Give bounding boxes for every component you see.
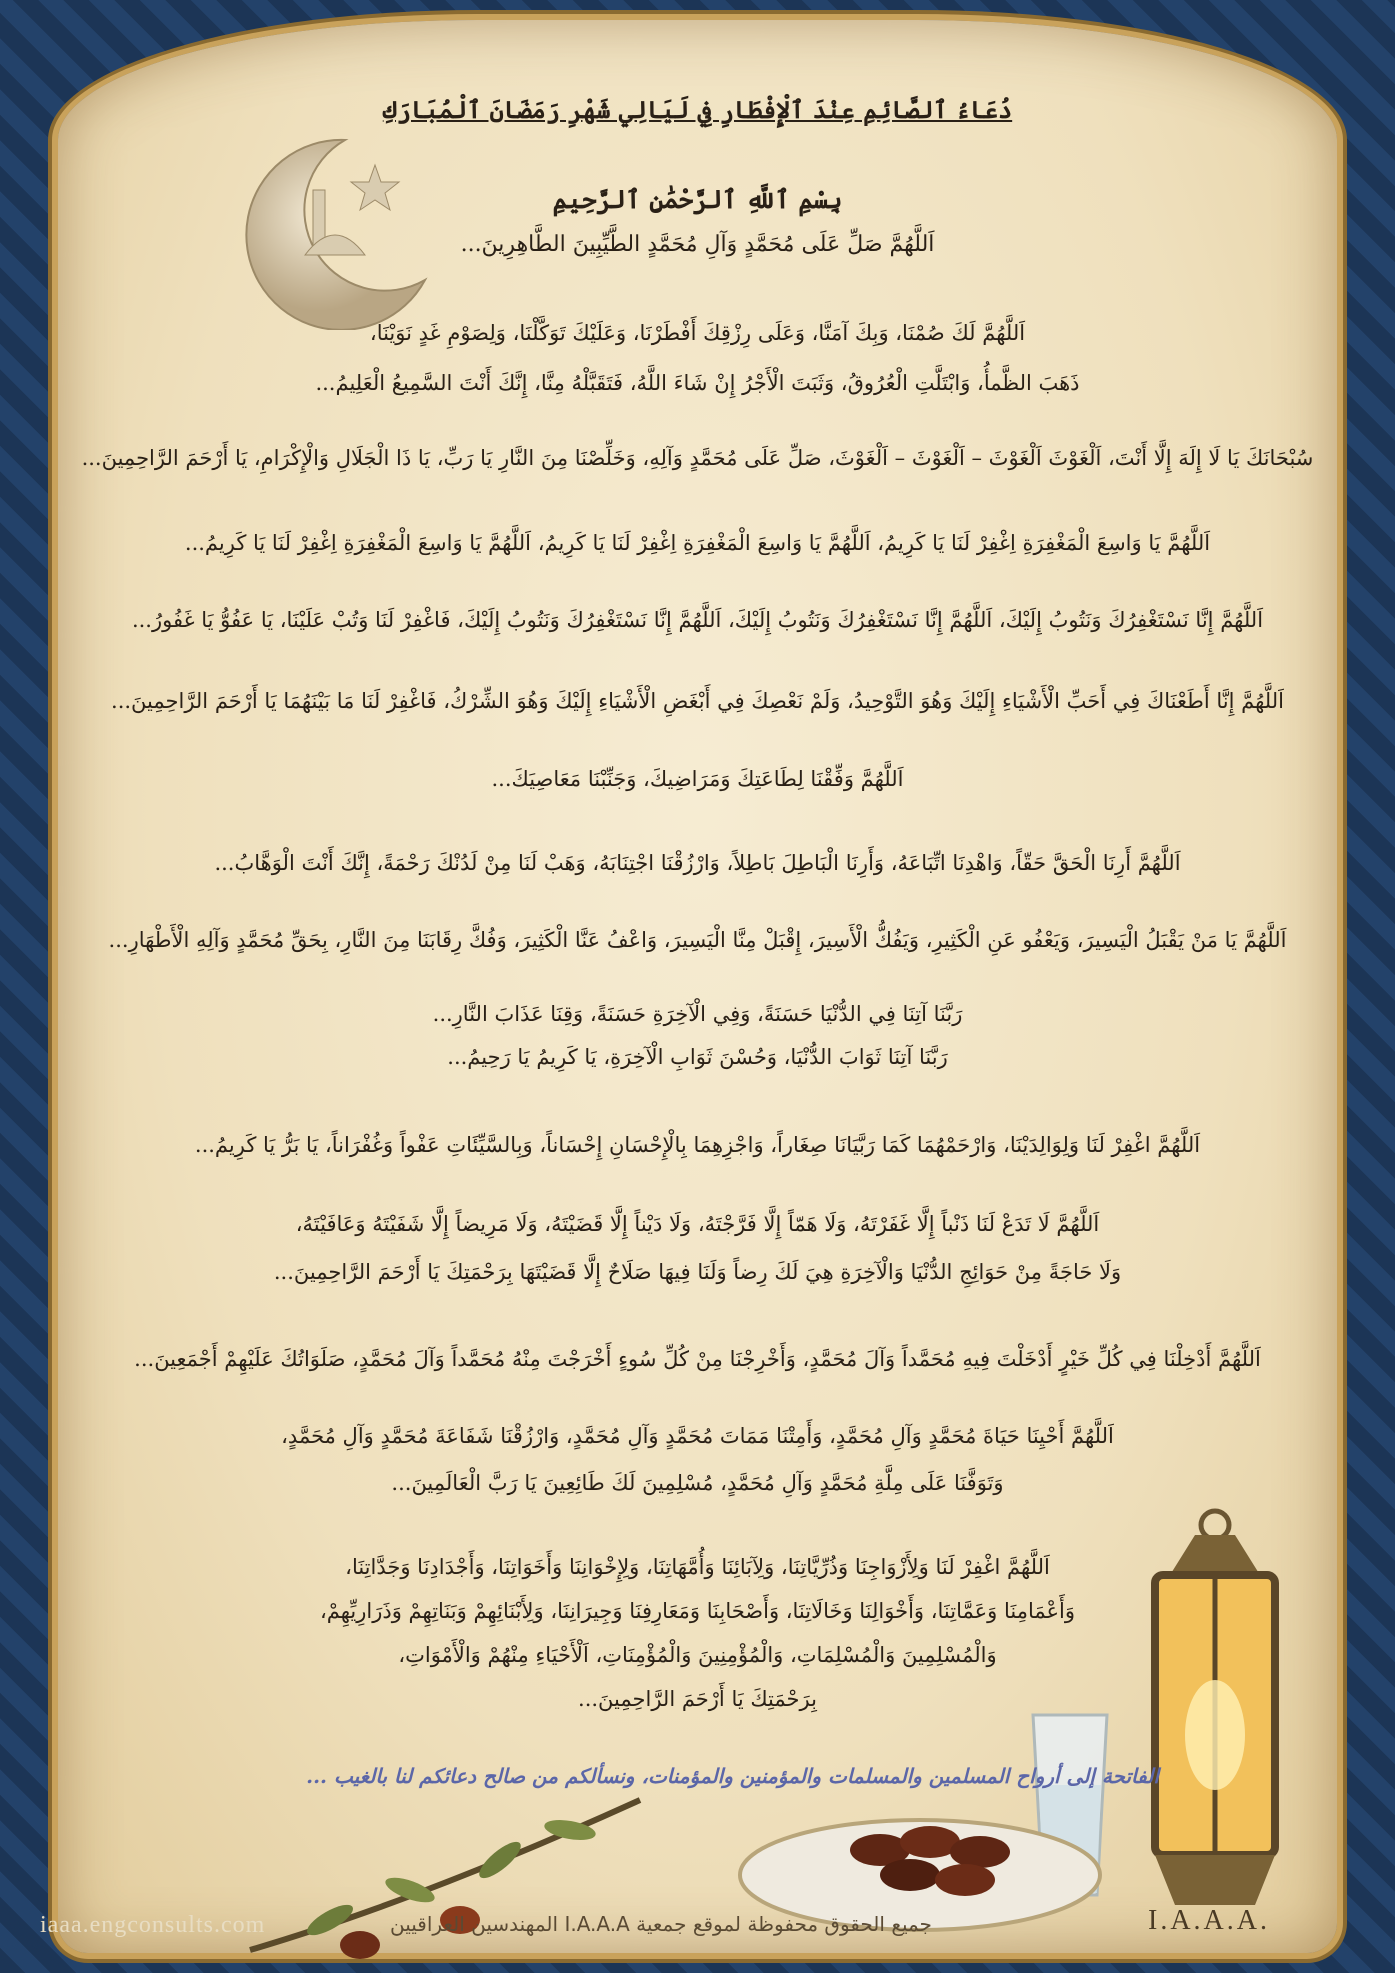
text-line: رَبَّنَا آتِنَا فِي الدُّنْيَا حَسَنَةً، وَفِي الْآخِرَةِ حَسَنَةً، وَقِنَا عَذَابَ النَّارِ...: [432, 1002, 963, 1026]
text-line: اَللَّهُمَّ إِنَّا أَطَعْنَاكَ فِي أَحَبِّ الْأَشْيَاءِ إِلَيْكَ وَهُوَ التَّوْحِيدُ، وَلَمْ نَعْصِكَ فِي أَبْغَضِ الْأَشْيَاءِ إِلَيْكَ وَهُوَ الشِّرْكُ، فَاغْفِرْ لَنَا مَا بَيْنَهُمَا يَا أَرْحَمَ الرَّاحِمِينَ...: [111, 689, 1284, 713]
dua-paragraph-12: [70, 1334, 1325, 1384]
text-line: رَبَّنَا آتِنَا ثَوَابَ الدُّنْيَا، وَحُسْنَ ثَوَابِ الْآخِرَةِ، يَا كَرِيمُ يَا رَحِيمُ...: [447, 1045, 948, 1069]
text-line: اَللَّهُمَّ وَفِّقْنَا لِطَاعَتِكَ وَمَرَاضِيكَ، وَجَنِّبْنَا مَعَاصِيَكَ...: [491, 767, 904, 791]
text-line: اَللَّهُمَّ يَا مَنْ يَقْبَلُ الْيَسِيرَ، وَيَعْفُو عَنِ الْكَثِيرِ، وَيَفُكُّ الْأَسِيرَ، إِقْبَلْ مِنَّا الْيَسِيرَ، وَاعْفُ عَنَّا الْكَثِيرَ، وَفُكَّ رِقَابَنَا مِنَ النَّارِ، بِحَقِّ مُحَمَّدٍ وَآلِهِ الْأَطْهَارِ...: [108, 928, 1287, 952]
dua-paragraph-11: [70, 1200, 1325, 1296]
dua-paragraph-10: [70, 1120, 1325, 1170]
signature-mark: I.A.A.A.: [1148, 1905, 1270, 1936]
copyright-notice: جميع الحقوق محفوظة لموقع جمعية I.A.A.A المهندسين العراقيين: [390, 1912, 932, 1936]
dua-paragraph-1: [70, 308, 1325, 408]
salawat-line: اَللَّهُمَّ صَلِّ عَلَى مُحَمَّدٍ وَآلِ مُحَمَّدٍ الطَّيِّبِينَ الطَّاهِرِينَ...: [460, 232, 935, 257]
dua-paragraph-9: [70, 993, 1325, 1079]
dua-paragraph-2: [70, 433, 1325, 483]
text-line: اَللَّهُمَّ اغْفِرْ لَنَا وَلِوَالِدَيْنَا، وَارْحَمْهُمَا كَمَا رَبَّيَانَا صِغَاراً، وَاجْزِهِمَا بِالْإِحْسَانِ إِحْسَاناً، وَبِالسَّيِّئَاتِ عَفْواً وَغُفْرَاناً، يَا بَرُّ يَا كَرِيمُ...: [194, 1133, 1201, 1157]
text-line: وَلَا حَاجَةً مِنْ حَوَائِجِ الدُّنْيَا وَالْآخِرَةِ هِيَ لَكَ رِضاً وَلَنَا فِيهَا صَلَاحٌ إِلَّا قَضَيْتَهَا بِرَحْمَتِكَ يَا أَرْحَمَ الرَّاحِمِينَ...: [273, 1260, 1122, 1284]
dua-paragraph-5: [70, 676, 1325, 726]
dua-paragraph-6: [70, 754, 1325, 804]
dua-paragraph-13: [70, 1413, 1325, 1507]
text-line: اَللَّهُمَّ لَا تَدَعْ لَنَا ذَنْباً إِلَّا غَفَرْتَهُ، وَلَا هَمّاً إِلَّا فَرَّجْتَهُ، وَلَا دَيْناً إِلَّا قَضَيْتَهُ، وَلَا مَرِيضاً إِلَّا شَفَيْتَهُ وَعَافَيْتَهُ،: [295, 1212, 1100, 1236]
text-line: وَالْمُسْلِمِينَ وَالْمُسْلِمَاتِ، وَالْمُؤْمِنِينَ وَالْمُؤْمِنَاتِ، اَلْأَحْيَاءِ مِنْهُمْ وَالْأَمْوَاتِ،: [398, 1643, 997, 1667]
text-line: سُبْحَانَكَ يَا لَا إِلَهَ إِلَّا أَنْتَ، اَلْغَوْثَ اَلْغَوْثَ – اَلْغَوْثَ – اَلْغَوْثَ، صَلِّ عَلَى مُحَمَّدٍ وَآلِهِ، وَخَلِّصْنَا مِنَ النَّارِ يَا رَبِّ، يَا ذَا الْجَلَالِ وَالْإِكْرَامِ، يَا أَرْحَمَ الرَّاحِمِينَ...: [81, 446, 1314, 470]
text-line: اَللَّهُمَّ اغْفِرْ لَنَا وَلِأَزْوَاجِنَا وَذُرِّيَّاتِنَا، وَلِآبَائِنَا وَأُمَّهَاتِنَا، وَلِإِخْوَانِنَا وَأَخَوَاتِنَا، وَأَجْدَادِنَا وَجَدَّاتِنَا،: [345, 1555, 1050, 1579]
fatiha-dedication: الفاتحة إلى أرواح المسلمين والمسلمات والمؤمنين والمؤمنات، ونسألكم من صالح دعائكم لنا بالغيب ...: [306, 1764, 1159, 1788]
text-line: بِرَحْمَتِكَ يَا أَرْحَمَ الرَّاحِمِينَ...: [578, 1687, 817, 1711]
dua-paragraph-14: [70, 1545, 1325, 1721]
text-line: وَأَعْمَامِنَا وَعَمَّاتِنَا، وَأَخْوَالِنَا وَخَالَاتِنَا، وَأَصْحَابِنَا وَمَعَارِفِنَا وَجِيرَانِنَا، وَلِأَبْنَائِهِمْ وَبَنَاتِهِمْ وَذَرَارِيِّهِمْ،: [319, 1599, 1076, 1623]
dua-paragraph-4: [70, 595, 1325, 645]
text-line: وَتَوَفَّنَا عَلَى مِلَّةِ مُحَمَّدٍ وَآلِ مُحَمَّدٍ، مُسْلِمِينَ لَكَ طَائِعِينَ يَا رَبَّ الْعَالَمِينَ...: [391, 1471, 1004, 1495]
olive-branch-icon: [240, 1780, 660, 1970]
text-line: اَللَّهُمَّ أَدْخِلْنَا فِي كُلِّ خَيْرٍ أَدْخَلْتَ فِيهِ مُحَمَّداً وَآلَ مُحَمَّدٍ، وَأَخْرِجْنَا مِنْ كُلِّ سُوءٍ أَخْرَجْتَ مِنْهُ مُحَمَّداً وَآلَ مُحَمَّدٍ، صَلَوَاتُكَ عَلَيْهِمْ أَجْمَعِينَ...: [134, 1347, 1261, 1371]
dua-paragraph-7: [70, 838, 1325, 888]
basmala: بِسْمِ ٱللَّهِ ٱلرَّحْمَٰنِ ٱلرَّحِيمِ: [552, 185, 843, 214]
text-line: اَللَّهُمَّ أَحْيِنَا حَيَاةَ مُحَمَّدٍ وَآلِ مُحَمَّدٍ، وَأَمِتْنَا مَمَاتَ مُحَمَّدٍ وَآلِ مُحَمَّدٍ، وَارْزُقْنَا شَفَاعَةَ مُحَمَّدٍ وَآلِ مُحَمَّدٍ،: [281, 1424, 1114, 1448]
dua-paragraph-8: [70, 915, 1325, 965]
text-line: اَللَّهُمَّ أَرِنَا الْحَقَّ حَقّاً، وَاهْدِنَا اتِّبَاعَهُ، وَأَرِنَا الْبَاطِلَ بَاطِلاً، وَارْزُقْنَا اجْتِنَابَهُ، وَهَبْ لَنَا مِنْ لَدُنْكَ رَحْمَةً، إِنَّكَ أَنْتَ الْوَهَّابُ...: [214, 851, 1181, 875]
dua-paragraph-3: [70, 518, 1325, 568]
website-link[interactable]: iaaa.engconsults.com: [40, 1912, 266, 1938]
page-title: دُعَاءُ ٱلصَّائِمِ عِنْدَ ٱلْإِفْطَارِ فِي لَيَالِي شَهْرِ رَمَضَانَ ٱلْمُبَارَكِ: [382, 95, 1013, 124]
crescent-moon-icon: [235, 130, 435, 330]
text-line: اَللَّهُمَّ إِنَّا نَسْتَغْفِرُكَ وَنَتُوبُ إِلَيْكَ، اَللَّهُمَّ إِنَّا نَسْتَغْفِرُكَ وَنَتُوبُ إِلَيْكَ، اَللَّهُمَّ إِنَّا نَسْتَغْفِرُكَ وَنَتُوبُ إِلَيْكَ، فَاغْفِرْ لَنَا وَتُبْ عَلَيْنَا، يَا عَفُوُّ يَا غَفُورُ...: [131, 608, 1264, 632]
text-line: ذَهَبَ الظَّمأُ، وَابْتَلَّتِ الْعُرُوقُ، وَثَبَتَ الْأَجْرُ إِنْ شَاءَ اللَّهُ، فَتَقَبَّلْهُ مِنَّا، إِنَّكَ أَنْتَ السَّمِيعُ الْعَلِيمُ...: [315, 371, 1080, 395]
text-line: اَللَّهُمَّ لَكَ صُمْنَا، وَبِكَ آمَنَّا، وَعَلَى رِزْقِكَ أَفْطَرْنَا، وَعَلَيْكَ تَوَكَّلْنَا، وَلِصَوْمِ غَدٍ نَوَيْنَا،: [369, 321, 1026, 345]
text-line: اَللَّهُمَّ يَا وَاسِعَ الْمَغْفِرَةِ اِغْفِرْ لَنَا يَا كَرِيمُ، اَللَّهُمَّ يَا وَاسِعَ الْمَغْفِرَةِ اِغْفِرْ لَنَا يَا كَرِيمُ، اَللَّهُمَّ يَا وَاسِعَ الْمَغْفِرَةِ اِغْفِرْ لَنَا يَا كَرِيمُ...: [184, 531, 1211, 555]
